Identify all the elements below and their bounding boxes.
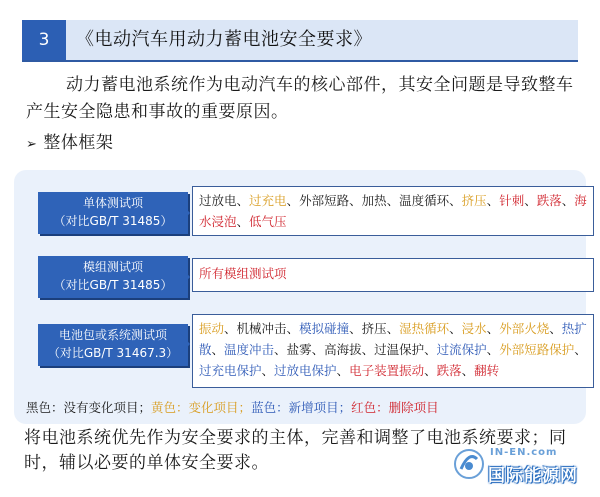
watermark: [452, 443, 592, 489]
test-item: 过充电保护: [199, 363, 262, 378]
cell-test-arrow-icon: [180, 202, 190, 224]
test-item: 高海拔: [324, 342, 362, 357]
item-separator: 、: [261, 363, 275, 378]
test-item: 挤压: [361, 321, 387, 336]
item-separator: 、: [349, 193, 362, 208]
test-item: 翻转: [474, 363, 500, 378]
legend-value-yellow: 变化项目；: [188, 400, 252, 415]
cell-test-label-title: 单体测试项: [82, 196, 143, 210]
test-item: 过充电: [249, 193, 287, 208]
test-item: 过放电保护: [274, 363, 337, 378]
test-item: 所有模组测试项: [199, 266, 287, 281]
module-test-items: [192, 258, 594, 292]
item-separator: 、: [486, 193, 500, 208]
item-separator: 、: [524, 193, 537, 208]
framework-heading-text: 整体框架: [43, 133, 114, 153]
test-item: 跌落: [536, 193, 562, 208]
test-item: 电子装置振动: [349, 363, 425, 378]
test-item: 温度循环: [399, 193, 450, 208]
item-separator: 、: [236, 193, 250, 208]
pack-test-items: [192, 314, 594, 388]
intro-paragraph: 动力蓄电池系统作为电动汽车的核心部件，其安全问题是导致整车产生安全隐患和事故的重要原因。: [26, 75, 574, 122]
item-separator: 、: [449, 193, 462, 208]
cell-test-items: [192, 186, 594, 236]
item-separator: 、: [386, 193, 400, 208]
test-item: 外部短路保护: [499, 342, 575, 357]
item-separator: 、: [486, 342, 500, 357]
item-separator: 、: [286, 321, 300, 336]
watermark-name: 国际能源网: [488, 466, 578, 486]
arrow-bullet-icon: ➢: [26, 137, 38, 152]
test-item: 温度冲击: [224, 342, 275, 357]
item-separator: 、: [574, 342, 587, 357]
item-separator: 、: [549, 321, 562, 336]
cell-test-label: [38, 192, 188, 234]
legend-key-black: 黑色：: [26, 400, 64, 415]
watermark-domain: IN-EN.com: [490, 447, 558, 458]
conclusion-paragraph: 将电池系统优先作为安全要求的主体，完善和调整了电池系统要求；同时，辅以必要的单体安全要求。: [24, 428, 567, 473]
item-separator: 、: [424, 342, 437, 357]
test-item: 挤压: [461, 193, 487, 208]
module-test-arrow-icon: [180, 266, 190, 288]
section-header: [22, 20, 578, 62]
legend-key-red: 红色：: [351, 400, 389, 415]
module-test-label-standard: （对比GB/T 31485）: [53, 278, 173, 292]
item-separator: 、: [311, 342, 325, 357]
item-separator: 、: [461, 363, 475, 378]
pack-test-arrow-icon: [180, 333, 190, 355]
item-separator: 、: [449, 321, 462, 336]
test-item: 过温保护: [374, 342, 425, 357]
test-item: 盐雾: [286, 342, 312, 357]
test-item: 热扩散: [199, 321, 587, 357]
legend-key-yellow: 黄色：: [151, 400, 189, 415]
framework-panel: [14, 170, 586, 424]
item-separator: 、: [561, 193, 575, 208]
item-separator: 、: [286, 193, 300, 208]
legend-value-blue: 新增项目；: [288, 400, 352, 415]
test-item: 外部火烧: [499, 321, 550, 336]
test-item: 过放电: [199, 193, 237, 208]
test-item: 跌落: [436, 363, 462, 378]
test-item: 机械冲击: [236, 321, 287, 336]
test-item: 过流保护: [436, 342, 487, 357]
item-separator: 、: [386, 321, 400, 336]
item-separator: 、: [361, 342, 375, 357]
test-item: 外部短路: [299, 193, 350, 208]
test-item: 低气压: [249, 214, 287, 229]
test-item: 湿热循环: [399, 321, 450, 336]
framework-heading: [26, 131, 113, 157]
pack-test-label: [38, 324, 188, 366]
item-separator: 、: [224, 321, 237, 336]
test-item: 海水浸泡: [199, 193, 587, 229]
legend-value-black: 没有变化项目；: [63, 400, 152, 415]
item-separator: 、: [211, 342, 225, 357]
legend-value-red: 删除项目: [388, 400, 439, 415]
test-item: 针刺: [499, 193, 525, 208]
test-item: 浸水: [461, 321, 487, 336]
cell-test-label-standard: （对比GB/T 31485）: [53, 214, 173, 228]
test-item: 振动: [199, 321, 225, 336]
pack-test-label-title: 电池包或系统测试项: [58, 328, 167, 342]
item-separator: 、: [274, 342, 287, 357]
item-separator: 、: [486, 321, 500, 336]
color-legend: [26, 399, 439, 417]
module-test-label-title: 模组测试项: [82, 260, 143, 274]
test-item: 模拟碰撞: [299, 321, 350, 336]
item-separator: 、: [236, 214, 250, 229]
item-separator: 、: [336, 363, 350, 378]
pack-test-label-standard: （对比GB/T 31467.3）: [47, 346, 179, 360]
section-title: 《电动汽车用动力蓄电池安全要求》: [76, 29, 372, 50]
section-number: 3: [22, 20, 66, 60]
item-separator: 、: [424, 363, 437, 378]
in-en-logo-icon: [452, 447, 486, 481]
test-item: 加热: [361, 193, 387, 208]
item-separator: 、: [349, 321, 362, 336]
legend-key-blue: 蓝色：: [251, 400, 289, 415]
module-test-label: [38, 256, 188, 298]
